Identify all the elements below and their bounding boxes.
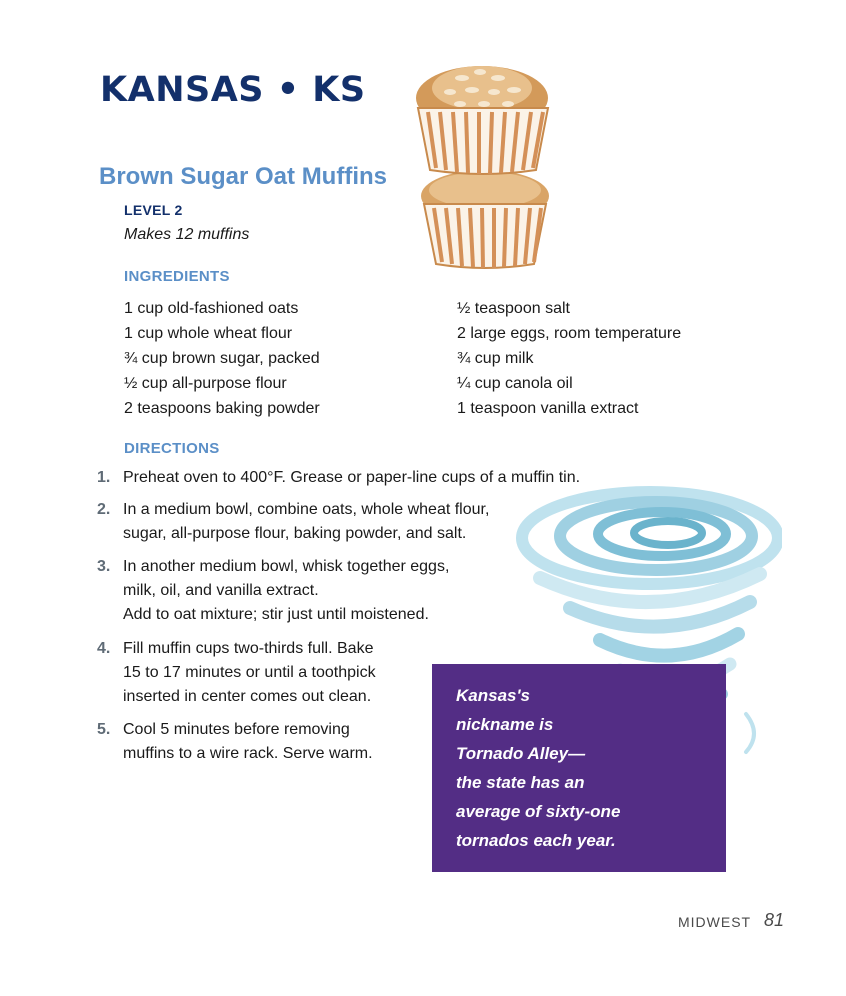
recipe-level: LEVEL 2 (124, 202, 183, 218)
ingredient-item: 1 cup whole wheat flour (124, 325, 293, 342)
ingredient-item: ¾ cup brown sugar, packed (124, 350, 320, 367)
step-text: In another medium bowl, whisk together eggs, milk, oil, and vanilla extract. Add to oat mixture; stir just until moistened. (123, 558, 450, 623)
bottom-muffin (421, 170, 549, 268)
ingredients-list-right (457, 296, 681, 421)
ingredient-item: ½ teaspoon salt (457, 300, 570, 317)
footer-section-label: MIDWEST (678, 914, 752, 930)
state-title: KANSAS • KS (100, 70, 366, 110)
step-text: Fill muffin cups two-thirds full. Bake 15 to 17 minutes or until a toothpick inserted in center comes out clean. (123, 640, 376, 705)
ingredient-item: 2 large eggs, room temperature (457, 325, 682, 342)
top-muffin (416, 66, 548, 174)
ingredient-item: 2 teaspoons baking powder (124, 400, 320, 417)
ingredient-item: ¼ cup canola oil (457, 375, 573, 392)
step-text: In a medium bowl, combine oats, whole wheat flour, sugar, all-purpose flour, baking powder, and salt. (123, 501, 490, 542)
ingredient-item: ¾ cup milk (457, 350, 534, 367)
step-number: 5. (97, 721, 111, 738)
step-number: 2. (97, 501, 111, 518)
ingredients-heading: INGREDIENTS (124, 268, 230, 285)
directions-heading: DIRECTIONS (124, 440, 220, 457)
recipe-title: Brown Sugar Oat Muffins (99, 163, 387, 190)
fact-box (432, 664, 726, 872)
fact-text: Kansas's nickname is Tornado Alley— the state has an average of sixty-one tornados each year. (456, 686, 621, 850)
step-number: 4. (97, 640, 111, 657)
step-number: 3. (97, 558, 111, 575)
step-text: Preheat oven to 400°F. Grease or paper-line cups of a muffin tin. (123, 469, 581, 486)
ingredient-item: ½ cup all-purpose flour (124, 375, 287, 392)
page-number: 81 (764, 910, 785, 930)
ingredient-item: 1 teaspoon vanilla extract (457, 400, 639, 417)
step-text: Cool 5 minutes before removing muffins to a wire rack. Serve warm. (123, 721, 373, 762)
ingredient-item: 1 cup old-fashioned oats (124, 300, 299, 317)
ingredients-list-left (124, 296, 320, 421)
recipe-yield: Makes 12 muffins (124, 226, 250, 243)
muffins-illustration (410, 58, 560, 278)
step-number: 1. (97, 469, 111, 486)
